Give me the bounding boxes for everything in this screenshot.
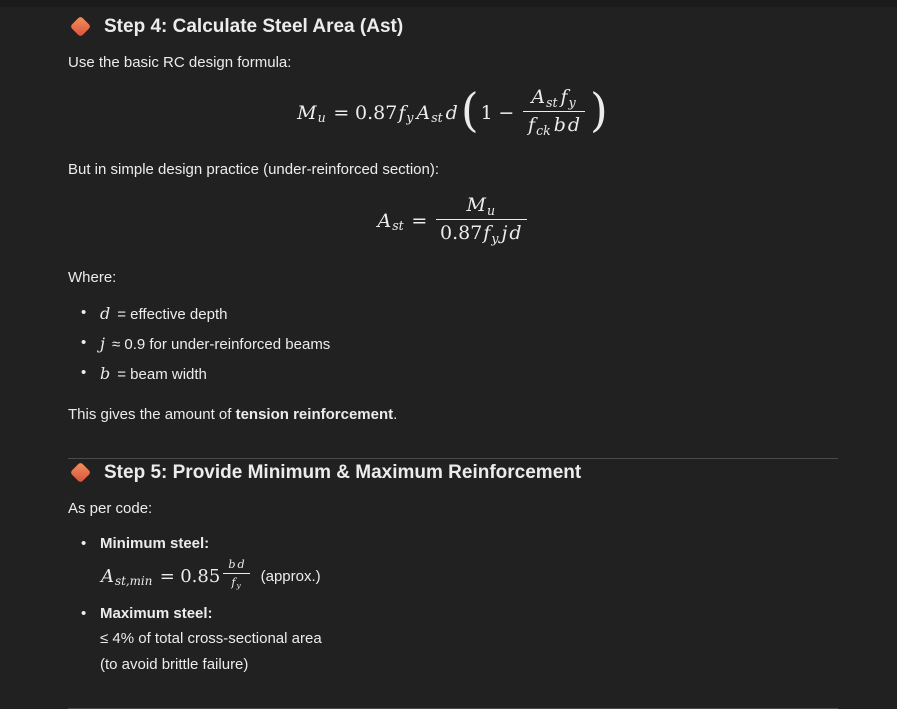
closing-suffix: . — [393, 406, 398, 424]
approx-note: (approx.) — [260, 567, 321, 585]
maximum-steel-line1: ≤ 4% of total cross-sectional area — [100, 630, 322, 648]
orange-diamond-icon — [70, 462, 91, 483]
where-label: Where: — [68, 269, 117, 287]
formula-min-steel: Ast,min = 0.85 $\frac{\text{b d}}{fy}$ — [100, 561, 253, 593]
closing-bold-text: tension reinforcement — [235, 406, 394, 424]
list-item-text: = effective depth — [117, 306, 228, 324]
maximum-steel-line2: (to avoid brittle failure) — [100, 656, 249, 674]
orange-diamond-icon — [70, 16, 91, 37]
math-var-j: j — [100, 334, 105, 354]
math-var-b: b — [100, 364, 111, 384]
maximum-steel-label: • Maximum steel: — [100, 604, 213, 622]
top-edge-divider — [0, 0, 897, 7]
list-item-beam-width — [68, 360, 838, 388]
math-var-d: d — [100, 304, 111, 324]
as-per-code-paragraph: As per code: — [68, 499, 153, 517]
heading-step-4 — [68, 13, 838, 41]
minimum-steel-formula-line — [100, 559, 838, 595]
heading-step-4-text: Step 4: Calculate Steel Area (Ast) — [104, 16, 404, 37]
list-item-text: = beam width — [117, 366, 207, 384]
minimum-steel-item — [68, 531, 838, 595]
list-item-effective-depth — [68, 300, 838, 328]
formula-steel-area: A st = $\frac{Mu}{\text{0.87fy j d}}$ — [68, 193, 838, 249]
list-item-text: ≈ 0.9 for under-reinforced beams — [111, 336, 331, 354]
code-requirements-list — [68, 531, 838, 679]
intro-paragraph: Use the basic RC design formula: — [68, 53, 292, 71]
heading-step-5-text: Step 5: Provide Minimum & Maximum Reinforcement — [104, 462, 582, 484]
minimum-steel-label: • Minimum steel: — [100, 534, 210, 552]
message-content — [68, 7, 838, 709]
closing-prefix: This gives the amount of — [68, 406, 236, 424]
heading-step-5 — [68, 459, 838, 487]
list-item-j-factor — [68, 330, 838, 358]
maximum-steel-item — [68, 601, 838, 679]
closing-paragraph — [68, 402, 838, 428]
where-list — [68, 300, 838, 388]
practice-note-paragraph: But in simple design practice (under-reinforced section): — [68, 161, 440, 179]
formula-moment-capacity: M u = 0.87 f y A st d ( 1 − $\frac{\text{Ast fy}}{\text{fck b d}}$ ) — [297, 84, 608, 138]
